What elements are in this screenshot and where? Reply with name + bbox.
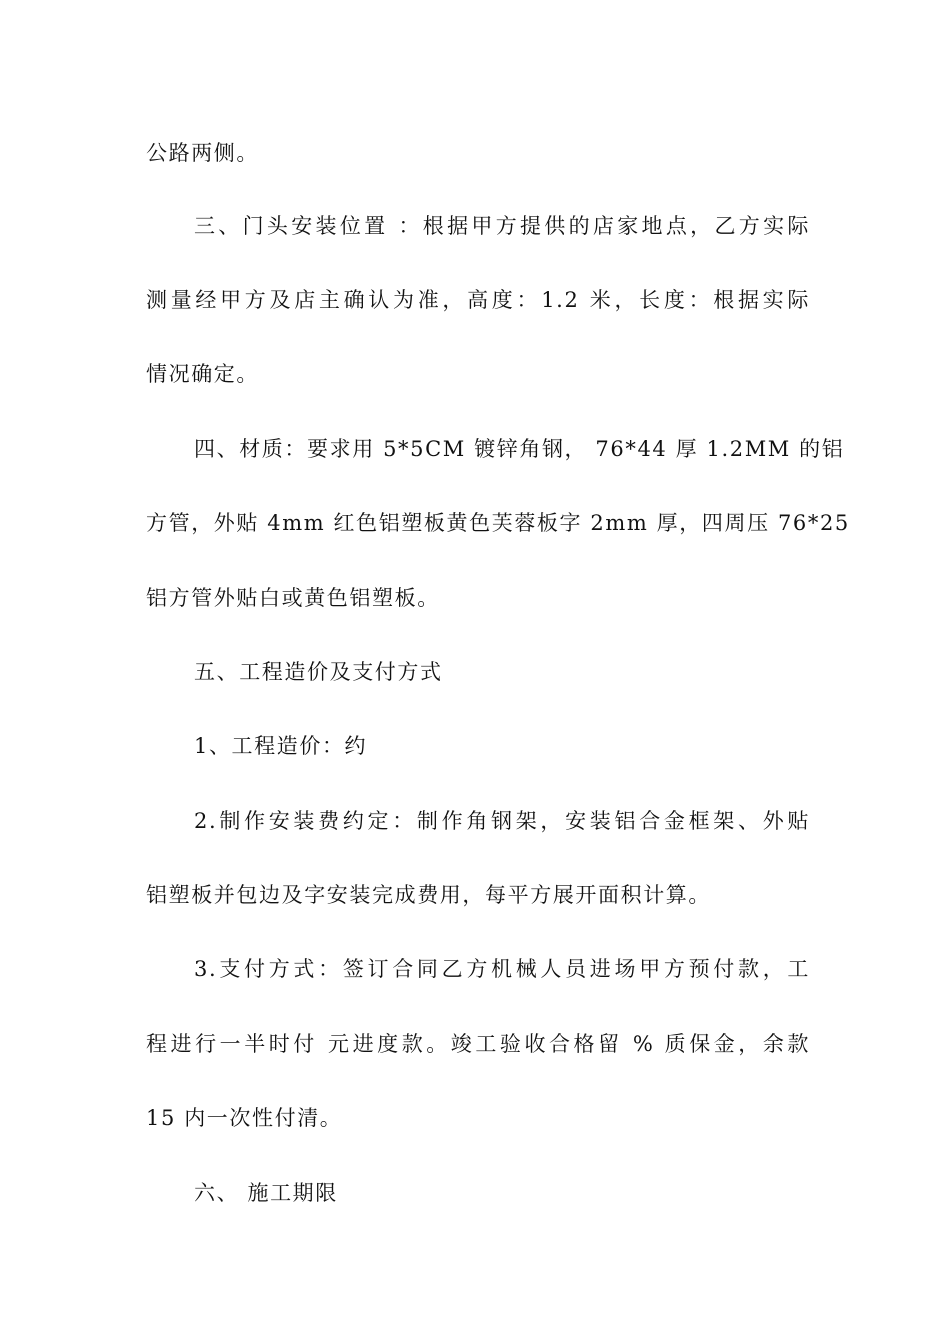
paragraph-line: 铝塑板并包边及字安装完成费用，每平方展开面积计算。 <box>146 883 711 907</box>
paragraph-line: 公路两侧。 <box>146 141 259 165</box>
paragraph-line: 程进行一半时付 元进度款。竣工验收合格留 % 质保金，余款 <box>146 1032 810 1056</box>
section-5-heading: 五、工程造价及支付方式 <box>194 660 443 684</box>
section-4-heading-line: 四、材质：要求用 5*5CM 镀锌角钢， 76*44 厚 1.2MM 的铝 <box>194 437 845 461</box>
paragraph-line: 情况确定。 <box>146 362 259 386</box>
item-1-line: 1、工程造价：约 <box>194 734 368 758</box>
item-2-line: 2.制作安装费约定：制作角钢架，安装铝合金框架、外贴 <box>194 809 810 833</box>
paragraph-line: 铝方管外贴白或黄色铝塑板。 <box>146 586 440 610</box>
section-3-heading-line: 三、门头安装位置 ：根据甲方提供的店家地点，乙方实际 <box>194 214 810 238</box>
paragraph-line: 测量经甲方及店主确认为准，高度：1.2 米，长度：根据实际 <box>146 288 810 312</box>
section-6-heading: 六、 施工期限 <box>194 1181 338 1205</box>
paragraph-line: 15 内一次性付清。 <box>146 1106 343 1130</box>
paragraph-line: 方管，外贴 4mm 红色铝塑板黄色芙蓉板字 2mm 厚，四周压 76*25 <box>146 511 850 535</box>
item-3-line: 3.支付方式：签订合同乙方机械人员进场甲方预付款，工 <box>194 957 810 981</box>
